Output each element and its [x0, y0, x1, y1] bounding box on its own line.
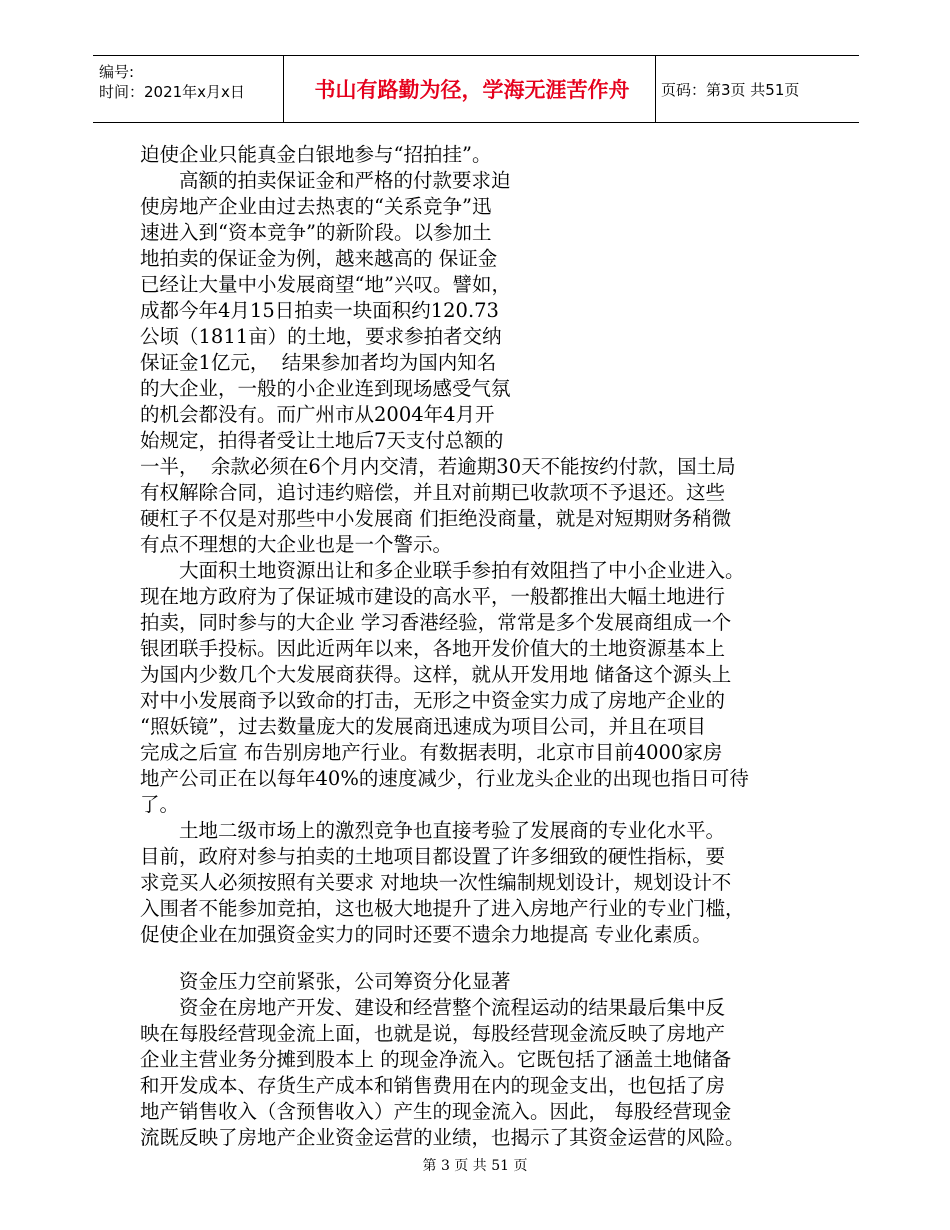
text-line: 求竞买人必须按照有关要求 对地块一次性编制规划设计，规划设计不 [140, 871, 732, 894]
text-line: 映在每股经营现金流上面，也就是说，每股经营现金流反映了房地产 [140, 1022, 726, 1045]
page-footer: 第 3 页 共 51 页 [422, 1158, 528, 1174]
text-line: 完成之后宣 布告别房地产行业。有数据表明，北京市目前4000家房 [140, 741, 723, 764]
text-line: 企业主营业务分摊到股本上 的现金净流入。它既包括了涵盖土地储备 [140, 1048, 732, 1071]
text-line: 拍卖，同时参与的大企业 学习香港经验，常常是多个发展商组成一个 [140, 611, 732, 634]
text-line: 和开发成本、存货生产成本和销售费用在内的现金支出，也包括了房 [140, 1074, 726, 1097]
header-meta [99, 62, 245, 102]
text-line: 对中小发展商予以致命的打击，无形之中资金实力成了房地产企业的 [140, 689, 726, 712]
text-line: 始规定，拍得者受让土地后7天支付总额的 [140, 429, 504, 452]
text-line: 流既反映了房地产企业资金运营的业绩，也揭示了其资金运营的风险。 [140, 1126, 745, 1149]
text-line: 速进入到“资本竞争”的新阶段。以参加土 [140, 221, 492, 244]
document-number-label: 编号: [99, 63, 135, 81]
text-line: 地产公司正在以每年40%的速度减少，行业龙头企业的出现也指日可待 [140, 767, 749, 790]
text-line: 入围者不能参加竞拍，这也极大地提升了进入房地产行业的专业门槛， [140, 897, 745, 920]
text-line: 高额的拍卖保证金和严格的付款要求迫 [140, 169, 511, 192]
text-line: 为国内少数几个大发展商获得。这样，就从开发用地 储备这个源头上 [140, 663, 732, 686]
text-line: 迫使企业只能真金白银地参与“招拍挂”。 [140, 143, 492, 166]
document-time-label: 时间：2021年x月x日 [99, 83, 245, 101]
text-line: 成都今年4月15日拍卖一块面积约120.73 [140, 299, 499, 322]
text-line: 促使企业在加强资金实力的同时还要不遗余力地提高 专业化素质。 [140, 923, 712, 946]
text-line: 的机会都没有。而广州市从2004年4月开 [140, 403, 495, 426]
header-divider [283, 56, 284, 122]
text-line: 土地二级市场上的激烈竞争也直接考验了发展商的专业化水平。 [140, 819, 726, 842]
text-line: 已经让大量中小发展商望“地”兴叹。譬如， [140, 273, 511, 296]
header-page-number: 页码：第3页 共51页 [661, 80, 800, 99]
text-line: 保证金1亿元， 结果参加者均为国内知名 [140, 351, 497, 374]
text-line: 现在地方政府为了保证城市建设的高水平，一般都推出大幅土地进行 [140, 585, 726, 608]
text-line: 一半， 余款必须在6个月内交清，若逾期30天不能按约付款，国土局 [140, 455, 736, 478]
text-line: 有点不理想的大企业也是一个警示。 [140, 533, 453, 556]
page-header [93, 55, 859, 123]
text-line: 有权解除合同，追讨违约赔偿，并且对前期已收款项不予退还。这些 [140, 481, 726, 504]
section-heading: 资金压力空前紧张，公司筹资分化显著 [140, 970, 511, 993]
header-divider [655, 56, 656, 122]
text-line: “照妖镜”，过去数量庞大的发展商迅速成为项目公司，并且在项目 [140, 715, 706, 738]
text-line: 资金在房地产开发、建设和经营整个流程运动的结果最后集中反 [140, 996, 726, 1019]
text-line: 硬杠子不仅是对那些中小发展商 们拒绝没商量，就是对短期财务稍微 [140, 507, 732, 530]
text-line: 目前，政府对参与拍卖的土地项目都设置了许多细致的硬性指标，要 [140, 845, 726, 868]
text-line: 的大企业，一般的小企业连到现场感受气氛 [140, 377, 511, 400]
text-line: 使房地产企业由过去热衷的“关系竞争”迅 [140, 195, 492, 218]
text-line: 了。 [140, 793, 180, 816]
text-line: 公顷（1811亩）的土地，要求参拍者交纳 [140, 325, 502, 348]
text-line: 地产销售收入（含预售收入）产生的现金流入。因此， 每股经营现金 [140, 1100, 732, 1123]
text-line: 银团联手投标。因此近两年以来，各地开发价值大的土地资源基本上 [140, 637, 726, 660]
text-line: 大面积土地资源出让和多企业联手参拍有效阻挡了中小企业进入。 [140, 559, 745, 582]
text-line: 地拍卖的保证金为例，越来越高的 保证金 [140, 247, 498, 270]
header-motto: 书山有路勤为径，学海无涯苦作舟 [314, 78, 630, 102]
